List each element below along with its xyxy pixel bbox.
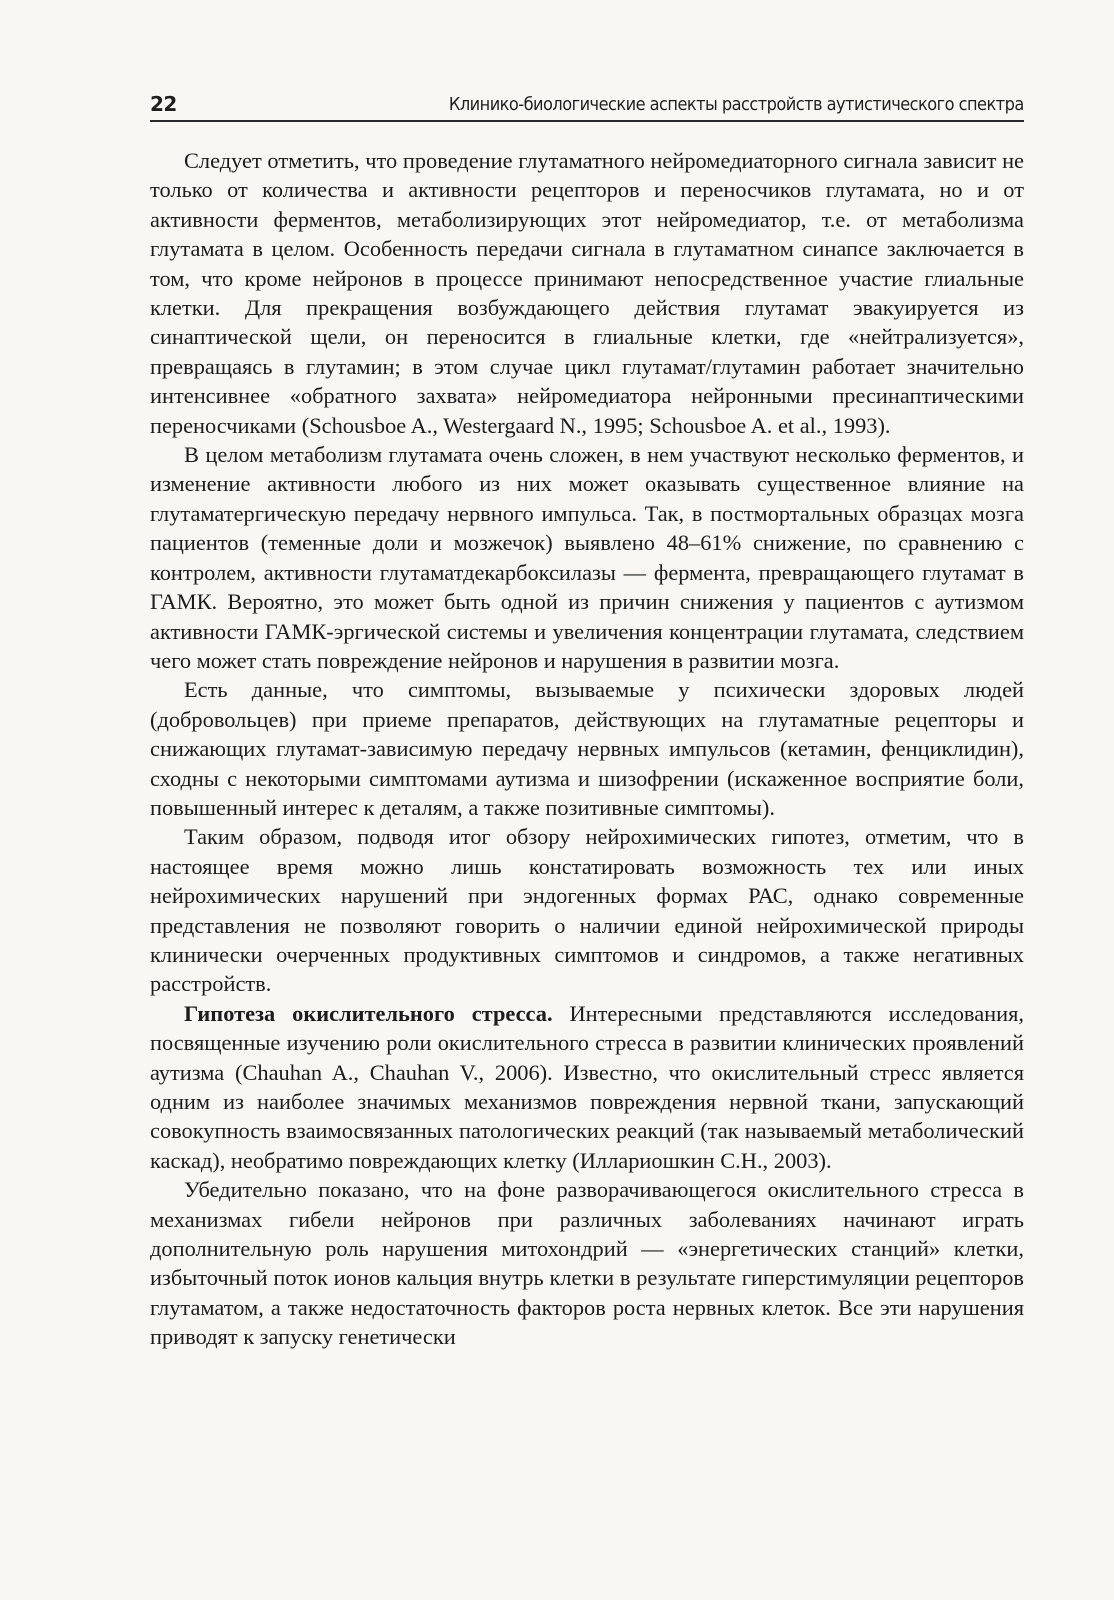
paragraph-2 [150, 440, 1024, 675]
page-number: 22 [150, 92, 177, 116]
paragraph-4 [150, 822, 1024, 998]
paragraph-3 [150, 675, 1024, 822]
paragraph-6 [150, 1175, 1024, 1351]
paragraph-text: Таким образом, подводя итог обзору нейрохимических гипотез, отметим, что в настоящее время можно лишь констатировать возможность тех или иных нейрохимических нарушений при эндогенных формах РАС, однако современные представления не позволяют говорить о наличии единой нейрохимической природы клинически очерченных продуктивных симптомов и синдромов, а также негативных расстройств. [150, 824, 1024, 997]
paragraph-text: В целом метаболизм глутамата очень сложен, в нем участвуют несколько ферментов, и изменение активности любого из них может оказывать существенное влияние на глутаматергическую передачу нервного импульса. Так, в постмортальных образцах мозга пациентов (теменные доли и мозжечок) выявлено 48–61% снижение, по сравнению с контролем, активности глутаматдекарбоксилазы — фермента, превращающего глутамат в ГАМК. Вероятно, это может быть одной из причин снижения у пациентов с аутизмом активности ГАМК-эргической системы и увеличения концентрации глутамата, следствием чего может стать повреждение нейронов и нарушения в развитии мозга. [150, 442, 1024, 673]
body-text [150, 146, 1024, 1352]
paragraph-5 [150, 999, 1024, 1175]
paragraph-text: Есть данные, что симптомы, вызываемые у психически здоровых людей (добровольцев) при приеме препаратов, действующих на глутаматные рецепторы и снижающих глутамат-зависимую передачу нервных импульсов (кетамин, фенциклидин), сходны с некоторыми симптомами аутизма и шизофрении (искаженное восприятие боли, повышенный интерес к деталям, а также позитивные симптомы). [150, 677, 1024, 820]
paragraph-text: Следует отметить, что проведение глутаматного нейромедиаторного сигнала зависит не только от количества и активности рецепторов и переносчиков глутамата, но и от активности ферментов, метаболизирующих этот нейромедиатор, т.е. от метаболизма глутамата в целом. Особенность передачи сигнала в глутаматном синапсе заключается в том, что кроме нейронов в процессе принимают непосредственное участие глиальные клетки. Для прекращения возбуждающего действия глутамат эвакуируется из синаптической щели, он переносится в глиальные клетки, где «нейтрализуется», превращаясь в глутамин; в этом случае цикл глутамат/глутамин работает значительно интенсивнее «обратного захвата» нейромедиатора нейронными пресинаптическими переносчиками (Schousboe A., Westergaard N., 1995; Schousboe A. et al., 1993). [150, 148, 1024, 438]
paragraph-1 [150, 146, 1024, 440]
paragraph-text: Убедительно показано, что на фоне разворачивающегося окислительного стресса в механизмах гибели нейронов при различных заболеваниях начинают играть дополнительную роль нарушения митохондрий — «энергетических станций» клетки, избыточный поток ионов кальция внутрь клетки в результате гиперстимуляции рецепторов глутаматом, а также недостаточность факторов роста нервных клеток. Все эти нарушения приводят к запуску генетически [150, 1177, 1024, 1350]
page-header [150, 90, 1024, 122]
section-heading: Гипотеза окислительного стресса. [184, 1000, 553, 1026]
running-head: Клинико-биологические аспекты расстройств аутистического спектра [449, 94, 1024, 115]
paragraph-text: Интересными представляются исследования, посвященные изучению роли окислительного стресса в развитии клинических проявлений аутизма (Chauhan A., Chauhan V., 2006). Известно, что окислительный стресс является одним из наиболее значимых механизмов повреждения нервной ткани, запускающий совокупность взаимосвязанных патологических реакций (так называемый метаболический каскад), необратимо повреждающих клетку (Иллариошкин С.Н., 2003). [150, 1000, 1025, 1173]
